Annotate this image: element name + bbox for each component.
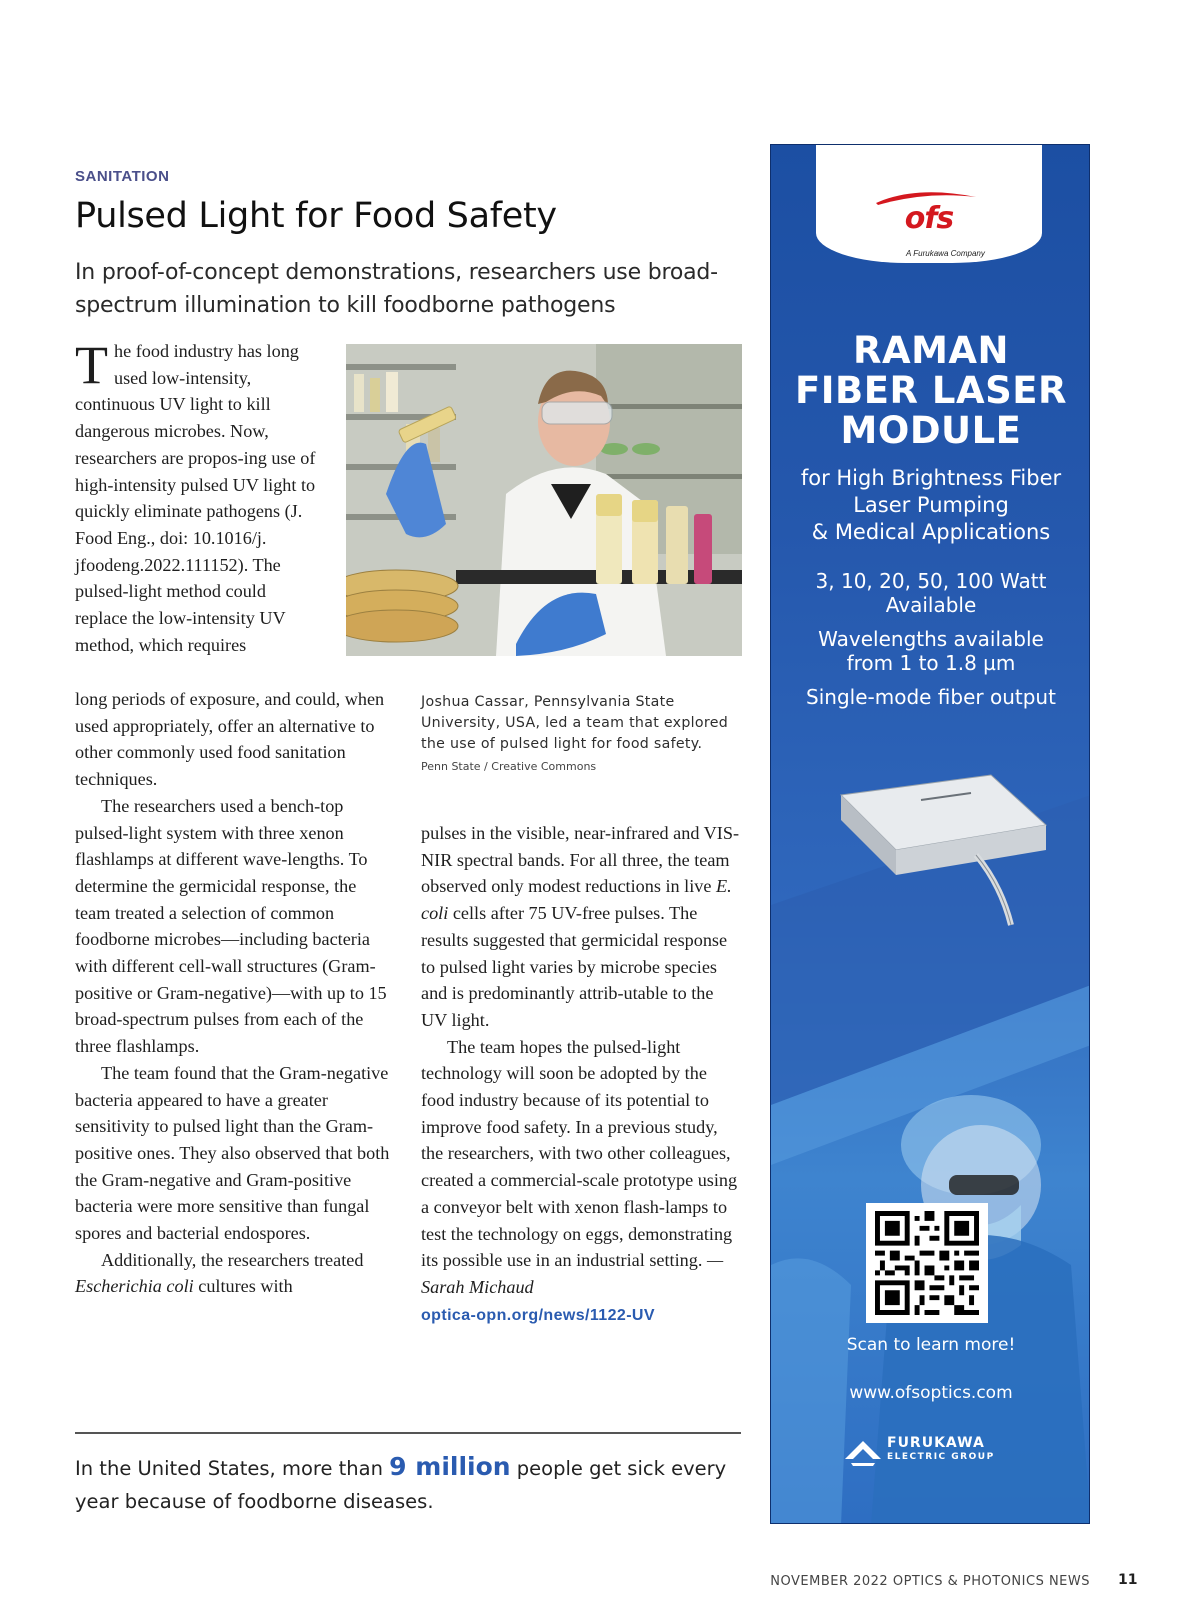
furukawa-logo bbox=[843, 1435, 1033, 1469]
ofs-swoosh-icon bbox=[816, 145, 1042, 205]
paragraph-3: The team found that the Gram-negative bacteria appeared to have a greater sensitivity to pulsed light than the Gram-positive ones. They also observed that both the Gram-negative and Gram-positive bacteria were more sensitive than fungal spores and bacterial endospores. bbox=[75, 1062, 390, 1244]
qr-code[interactable] bbox=[866, 1203, 988, 1323]
photo-caption: Joshua Cassar, Pennsylvania State University, USA, led a team that explored the use of pulsed light for food safety. bbox=[421, 694, 729, 752]
paragraph-4-tail: cultures with bbox=[193, 1276, 293, 1297]
article-deck: In proof-of-concept demonstrations, researchers use broad-spectrum illumination to kill foodborne pathogens bbox=[75, 260, 718, 318]
furukawa-wordmark-line-2: ELECTRIC GROUP bbox=[887, 1452, 995, 1462]
ad-wavelength-line-1: Wavelengths available bbox=[818, 627, 1044, 651]
pullquote-highlight: 9 million bbox=[389, 1452, 511, 1481]
lab-photo-illustration bbox=[346, 344, 742, 656]
ad-title-line-2: FIBER LASER bbox=[794, 369, 1067, 412]
ad-title-line-1: RAMAN bbox=[852, 329, 1010, 372]
ad-power-line-1: 3, 10, 20, 50, 100 Watt bbox=[815, 569, 1047, 593]
ad-wavelength-line-2: from 1 to 1.8 µm bbox=[846, 651, 1016, 675]
ad-title bbox=[771, 331, 1090, 451]
furukawa-wordmark bbox=[887, 1436, 995, 1464]
paragraph-2: The researchers used a bench-top pulsed-light system with three xenon flashlamps at different wave-lengths. To determine the germicidal response, the team treated a selection of common foodborne microbes—including bacteria with different cell-wall structures (Gram-positive or Gram-negative)—with up to 15 broad-spectrum pulses from each of the three flashlamps. bbox=[75, 795, 387, 1057]
col2-paragraph-1 bbox=[421, 820, 741, 1034]
ad-subtitle-line-2: Laser Pumping bbox=[853, 493, 1009, 517]
ofs-logo: ofs bbox=[904, 201, 954, 236]
paragraph-1-continued: long periods of exposure, and could, when used appropriately, offer an alternative to other commonly used food sanitation techniques. bbox=[75, 689, 385, 790]
col2-paragraph-1-text: pulses in the visible, near-infrared and VIS-NIR spectral bands. For all three, the team observed only modest reductions in live bbox=[421, 823, 739, 897]
laser-module-image bbox=[811, 755, 1051, 935]
species-abbrev: E. coli bbox=[421, 876, 732, 924]
photo-credit: Penn State / Creative Commons bbox=[421, 760, 597, 773]
paragraph-1-open: he food industry has long used low-intensity, continuous UV light to kill dangerous microbes. Now, researchers are propos-ing use of high-intensity pulsed UV light to quickly eliminate pathogens (J. Food Eng., doi: 10.1016/j. jfoodeng.2022.111152). The pulsed-light method could replace the low-intensity UV method, which requires bbox=[75, 341, 316, 655]
issue-footer: NOVEMBER 2022 OPTICS & PHOTONICS NEWS bbox=[770, 1574, 1090, 1589]
pullquote-text: In the United States, more than bbox=[75, 1457, 390, 1480]
ad-power-options bbox=[771, 569, 1090, 617]
col2-paragraph-2-text: The team hopes the pulsed-light technology will soon be adopted by the food industry because of its potential to improve food safety. In a previous study, the researchers, with two other colleagues, created a commercial-scale prototype using a conveyor belt with xenon flash-lamps to test the technology on eggs, demonstrating its possible use in an industrial setting. bbox=[421, 1036, 738, 1271]
pull-quote bbox=[75, 1450, 735, 1518]
col2-paragraph-2 bbox=[421, 1034, 741, 1301]
ofs-tagline: A Furukawa Company bbox=[906, 249, 985, 258]
pullquote-tail: people get sick every year because of foodborne diseases. bbox=[75, 1457, 727, 1513]
paragraph-4-text: Additionally, the researchers treated bbox=[101, 1249, 364, 1270]
furukawa-wordmark-line-1: FURUKAWA bbox=[887, 1435, 985, 1451]
furukawa-mark-icon bbox=[843, 1437, 883, 1467]
ad-output: Single-mode fiber output bbox=[806, 685, 1056, 709]
ad-logo-panel bbox=[816, 145, 1042, 263]
body-column-1 bbox=[75, 686, 395, 1300]
advertisement[interactable] bbox=[770, 144, 1090, 1524]
ad-power-line-2: Available bbox=[885, 593, 977, 617]
ad-subtitle-line-1: for High Brightness Fiber bbox=[800, 466, 1062, 490]
ad-wavelengths bbox=[771, 627, 1090, 675]
ad-title-line-3: MODULE bbox=[840, 409, 1022, 452]
pullquote-rule bbox=[75, 1432, 741, 1434]
author-byline: —Sarah Michaud bbox=[421, 1250, 724, 1297]
ad-subtitle-line-3: & Medical Applications bbox=[811, 520, 1051, 544]
paragraph-4 bbox=[75, 1247, 395, 1300]
drop-cap: T bbox=[75, 335, 108, 395]
body-column-2 bbox=[421, 820, 741, 1329]
section-kicker: SANITATION bbox=[75, 168, 170, 185]
qr-code-icon bbox=[874, 1211, 980, 1315]
ad-scan-prompt: Scan to learn more! bbox=[846, 1335, 1016, 1355]
species-name: Escherichia coli bbox=[75, 1276, 194, 1297]
ad-subtitle bbox=[771, 465, 1090, 546]
article-link[interactable]: optica-opn.org/news/1122-UV bbox=[421, 1306, 655, 1324]
lab-photo bbox=[346, 344, 742, 656]
ad-website-link[interactable]: www.ofsoptics.com bbox=[849, 1383, 1013, 1403]
article-headline: Pulsed Light for Food Safety bbox=[75, 196, 557, 236]
body-column-1-top bbox=[75, 335, 320, 658]
page-number: 11 bbox=[1118, 1572, 1138, 1588]
col2-paragraph-1-tail: cells after 75 UV-free pulses. The results suggested that germicidal response to pulsed light varies by microbe species and is predominantly attrib-utable to the UV light. bbox=[421, 903, 728, 1030]
